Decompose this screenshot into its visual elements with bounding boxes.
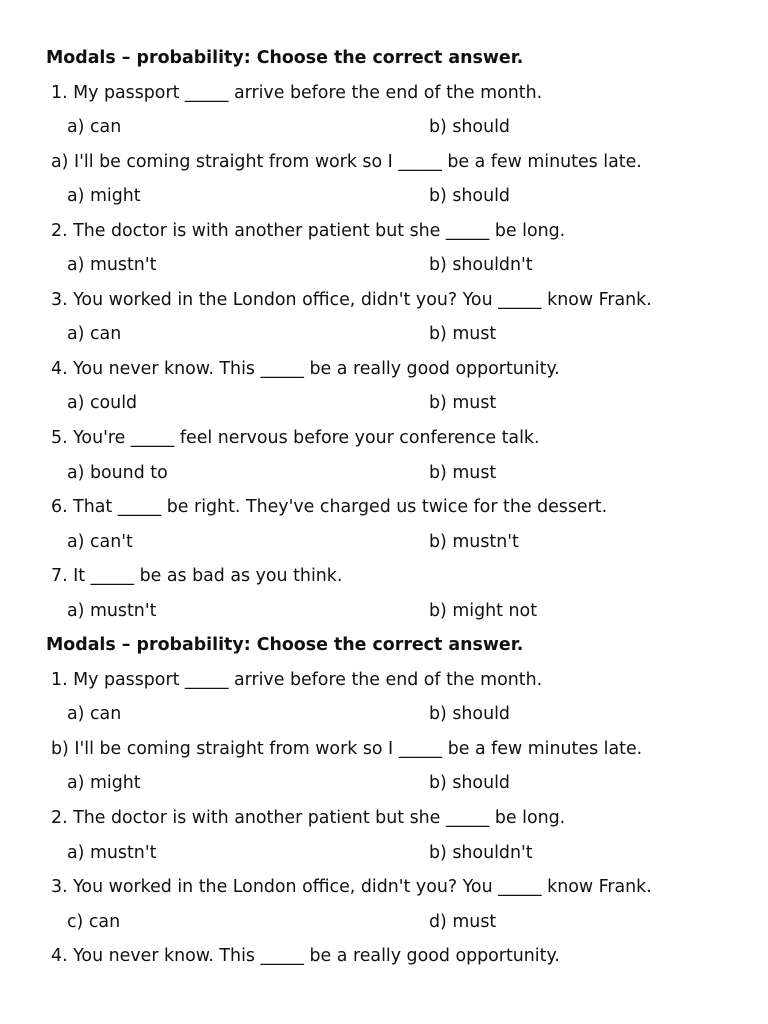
question-text: a) I'll be coming straight from work so I _____ be a few minutes late. [51, 151, 642, 172]
question-text: 3. You worked in the London office, didn't you? You _____ know Frank. [51, 289, 652, 310]
answer-option-b: d) must [429, 911, 497, 932]
answer-option-b: b) must [429, 324, 497, 345]
answer-option-a: a) can [67, 324, 122, 345]
answer-option-a: a) could [67, 393, 138, 414]
answer-option-b: b) should [429, 186, 510, 207]
answer-option-b: b) might not [429, 600, 538, 621]
answer-option-a: a) mustn't [67, 255, 157, 276]
answer-option-b: b) should [429, 117, 510, 138]
answer-option-a: a) might [67, 186, 141, 207]
answer-options-row [0, 525, 768, 560]
question-text: 7. It _____ be as bad as you think. [51, 566, 343, 587]
answer-option-b: b) should [429, 773, 510, 794]
question-text: 4. You never know. This _____ be a really good opportunity. [51, 358, 560, 379]
answer-options-row [0, 836, 768, 871]
question-text: 1. My passport _____ arrive before the end of the month. [51, 82, 543, 103]
answer-options-row [0, 594, 768, 629]
answer-options-row [0, 697, 768, 732]
answer-option-b: b) shouldn't [429, 842, 533, 863]
question-text: 5. You're _____ feel nervous before your conference talk. [51, 428, 540, 449]
answer-option-a: a) can [67, 704, 122, 725]
answer-option-a: a) mustn't [67, 600, 157, 621]
answer-options-row [0, 248, 768, 283]
answer-options-row [0, 905, 768, 940]
answer-option-a: c) can [67, 911, 121, 932]
question-text: 2. The doctor is with another patient but she _____ be long. [51, 220, 566, 241]
answer-option-b: b) should [429, 704, 510, 725]
answer-option-a: a) mustn't [67, 842, 157, 863]
answer-option-a: a) bound to [67, 462, 168, 483]
answer-options-row [0, 386, 768, 421]
answer-options-row [0, 110, 768, 145]
question-text: 6. That _____ be right. They've charged us twice for the dessert. [51, 497, 608, 518]
answer-option-b: b) shouldn't [429, 255, 533, 276]
answer-option-b: b) must [429, 393, 497, 414]
answer-options-row [0, 179, 768, 214]
section-title: Modals – probability: Choose the correct answer. [46, 635, 524, 656]
question-text: b) I'll be coming straight from work so I _____ be a few minutes late. [51, 738, 643, 759]
answer-option-a: a) might [67, 773, 141, 794]
answer-option-b: b) must [429, 462, 497, 483]
question-text: 1. My passport _____ arrive before the end of the month. [51, 669, 543, 690]
answer-options-row [0, 317, 768, 352]
answer-option-b: b) mustn't [429, 531, 519, 552]
answer-option-a: a) can [67, 117, 122, 138]
section-title: Modals – probability: Choose the correct answer. [46, 48, 524, 68]
question-text: 2. The doctor is with another patient but she _____ be long. [51, 808, 566, 829]
answer-options-row [0, 456, 768, 491]
question-text: 4. You never know. This _____ be a really good opportunity. [51, 946, 560, 967]
worksheet-body [0, 41, 768, 974]
answer-option-a: a) can't [67, 531, 133, 552]
answer-options-row [0, 766, 768, 801]
question-text: 3. You worked in the London office, didn't you? You _____ know Frank. [51, 877, 652, 898]
